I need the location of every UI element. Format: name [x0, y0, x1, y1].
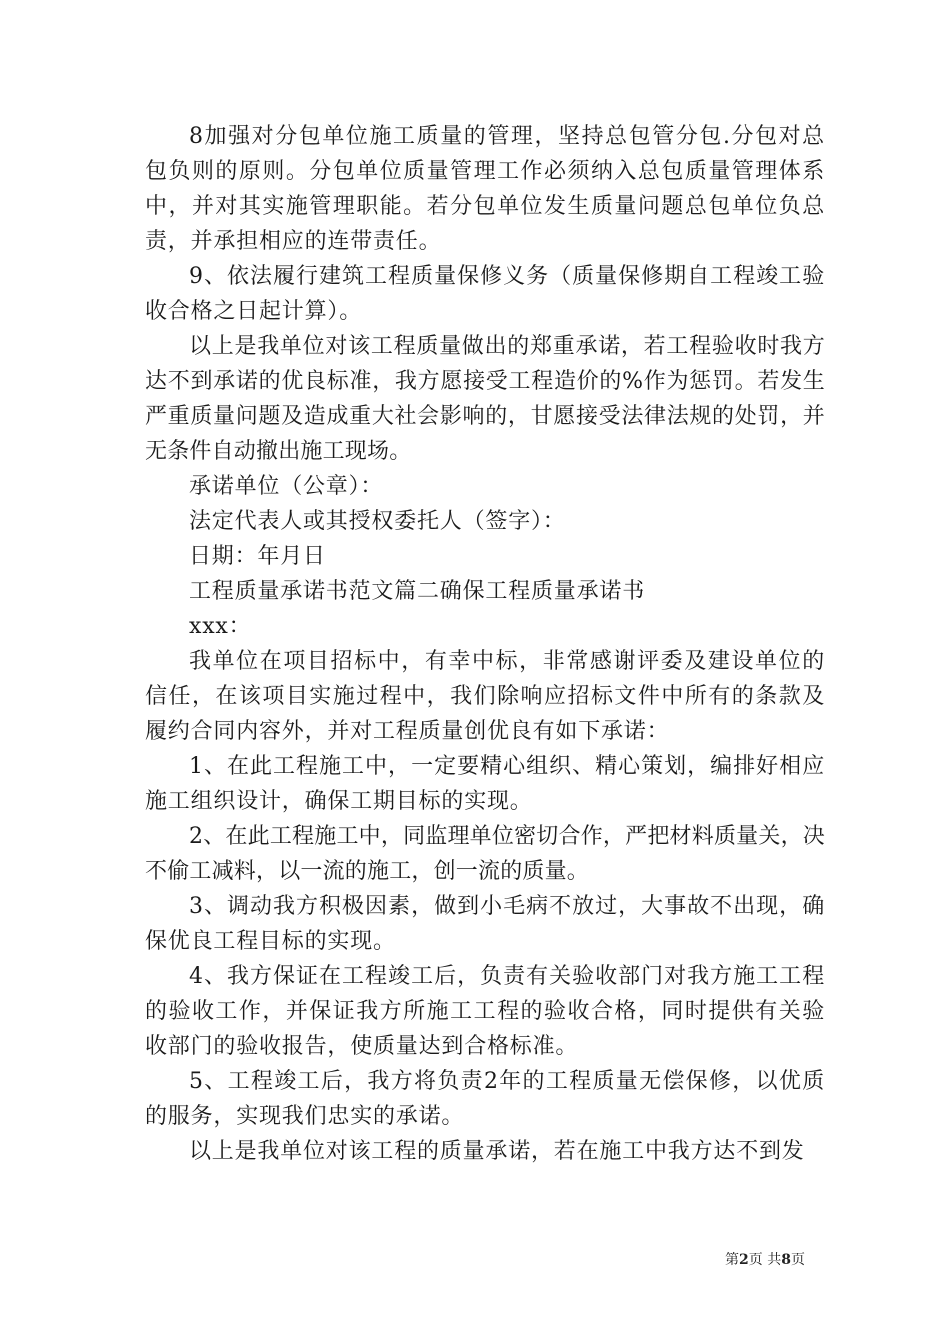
footer-middle: 页 共 [748, 1252, 782, 1268]
paragraph-clause-9: 9、依法履行建筑工程质量保修义务（质量保修期自工程竣工验收合格之日起计算）。 [145, 264, 825, 324]
paragraph-closing: 以上是我单位对该工程的质量承诺，若在施工中我方达不到发 [189, 1139, 805, 1164]
paragraph-item-3: 3、调动我方积极因素，做到小毛病不放过，大事故不出现，确保优良工程目标的实现。 [145, 894, 825, 954]
paragraph-item-5: 5、工程竣工后，我方将负责2年的工程质量无偿保修，以优质的服务，实现我们忠实的承诺。 [145, 1069, 825, 1129]
paragraph-item-1: 1、在此工程施工中，一定要精心组织、精心策划，编排好相应施工组织设计，确保工期目标的实现。 [145, 754, 825, 814]
paragraph-item-2: 2、在此工程施工中，同监理单位密切合作，严把材料质量关，决不偷工减料，以一流的施工，创一流的质量。 [145, 824, 825, 884]
document-body [145, 119, 825, 1169]
paragraph-clause-8: 8加强对分包单位施工质量的管理，坚持总包管分包.分包对总包负则的原则。分包单位质量管理工作必须纳入总包质量管理体系中，并对其实施管理职能。若分包单位发生质量问题总包单位负总责，并承担相应的连带责任。 [145, 124, 825, 254]
footer-suffix: 页 [791, 1252, 805, 1268]
signature-date-line: 日期：年月日 [189, 544, 326, 569]
footer-prefix: 第 [725, 1252, 740, 1268]
section-title: 工程质量承诺书范文篇二确保工程质量承诺书 [189, 579, 646, 604]
salutation: xxx： [189, 614, 252, 639]
paragraph-commitment-summary: 以上是我单位对该工程质量做出的郑重承诺，若工程验收时我方达不到承诺的优良标准，我方愿接受工程造价的%作为惩罚。若发生严重质量问题及造成重大社会影响的，甘愿接受法律法规的处罚，并无条件自动撤出施工现场。 [145, 334, 825, 464]
paragraph-item-4: 4、我方保证在工程竣工后，负责有关验收部门对我方施工工程的验收工作，并保证我方所施工工程的验收合格，同时提供有关验收部门的验收报告，使质量达到合格标准。 [145, 964, 825, 1059]
signature-unit-line: 承诺单位（公章）： [189, 474, 384, 499]
page-number-footer [0, 1249, 950, 1269]
total-pages-number: 8 [781, 1252, 791, 1268]
paragraph-introduction: 我单位在项目招标中，有幸中标，非常感谢评委及建设单位的信任，在该项目实施过程中，我们除响应招标文件中所有的条款及履约合同内容外，并对工程质量创优良有如下承诺： [145, 649, 825, 744]
signature-representative-line: 法定代表人或其授权委托人（签字）： [189, 509, 566, 534]
current-page-number: 2 [739, 1252, 749, 1268]
